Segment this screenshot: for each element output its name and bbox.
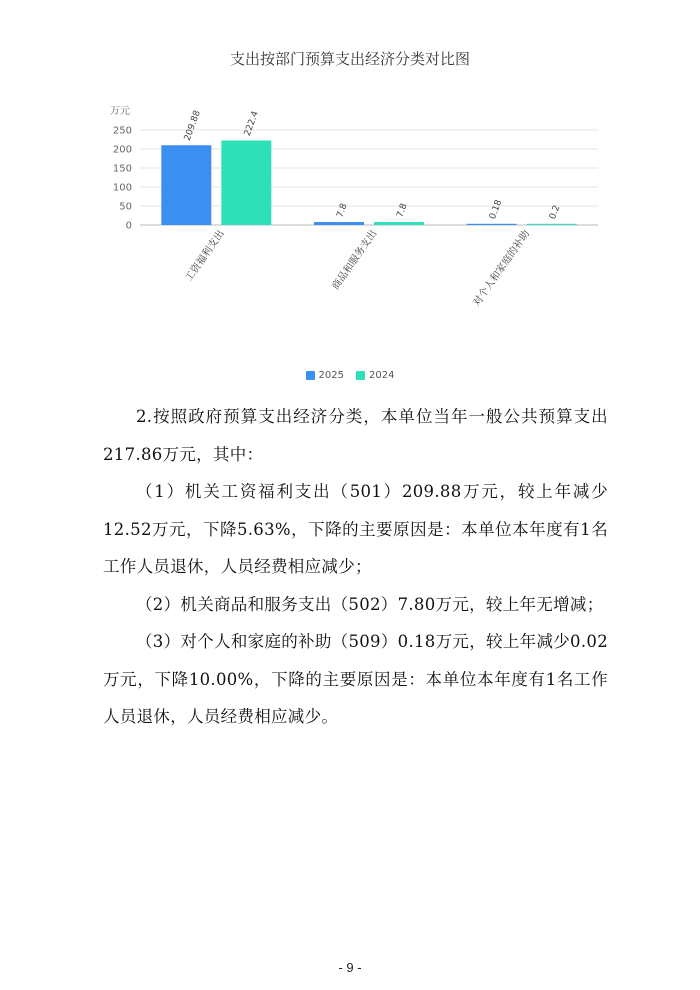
data-label-2025-0: 209.88 bbox=[182, 109, 203, 143]
y-tick-label-150: 150 bbox=[112, 163, 132, 175]
legend-item-2024[interactable] bbox=[356, 370, 394, 381]
legend-label-2024: 2024 bbox=[369, 370, 395, 381]
legend-item-2025[interactable] bbox=[306, 370, 344, 381]
data-label-2024-2: 0.2 bbox=[548, 203, 563, 221]
category-label-1: 商品和服务支出 bbox=[330, 228, 380, 293]
paragraph-item-501: （1）机关工资福利支出（501）209.88万元，较上年减少12.52万元，下降5.63%，下降的主要原因是：本单位本年度有1名工作人员退休，人员经费相应减少； bbox=[103, 482, 608, 576]
y-tick-label-250: 250 bbox=[112, 125, 132, 137]
page-number: - 9 - bbox=[338, 960, 362, 975]
bar-2025-2 bbox=[467, 224, 517, 225]
category-label-0: 工资福利支出 bbox=[183, 228, 227, 284]
data-label-2024-0: 222.4 bbox=[242, 109, 261, 138]
data-label-2024-1: 7.8 bbox=[395, 202, 410, 220]
bar-2025-1 bbox=[314, 222, 364, 225]
bar-2024-1 bbox=[374, 222, 424, 225]
bar-2025-0 bbox=[161, 145, 211, 225]
bar-2024-0 bbox=[221, 140, 271, 225]
y-tick-label-200: 200 bbox=[112, 144, 132, 156]
data-label-2025-2: 0.18 bbox=[488, 198, 505, 221]
data-label-2025-1: 7.8 bbox=[335, 202, 350, 220]
chart-title: 支出按部门预算支出经济分类对比图 bbox=[229, 50, 470, 68]
y-axis-unit-label: 万元 bbox=[110, 106, 130, 117]
paragraph-item-509: （3）对个人和家庭的补助（509）0.18万元，较上年减少0.02万元，下降10.00%，下降的主要原因是：本单位本年度有1名工作人员退休，人员经费相应减少。 bbox=[103, 632, 608, 726]
y-tick-label-100: 100 bbox=[112, 182, 132, 194]
legend-swatch-2024 bbox=[356, 371, 365, 380]
paragraph-intro: 2.按照政府预算支出经济分类，本单位当年一般公共预算支出217.86万元，其中： bbox=[103, 407, 608, 464]
legend-swatch-2025 bbox=[306, 371, 315, 380]
legend-label-2025: 2025 bbox=[318, 370, 344, 381]
y-tick-label-0: 0 bbox=[125, 220, 132, 232]
chart-legend bbox=[0, 370, 700, 381]
paragraph-item-502: （2）机关商品和服务支出（502）7.80万元，较上年无增减； bbox=[136, 594, 604, 614]
bar-2024-2 bbox=[527, 224, 577, 225]
category-label-2: 对个人和家庭的补助 bbox=[471, 228, 533, 309]
y-tick-label-50: 50 bbox=[119, 201, 132, 213]
bar-chart bbox=[0, 0, 700, 370]
body-text bbox=[103, 398, 608, 736]
